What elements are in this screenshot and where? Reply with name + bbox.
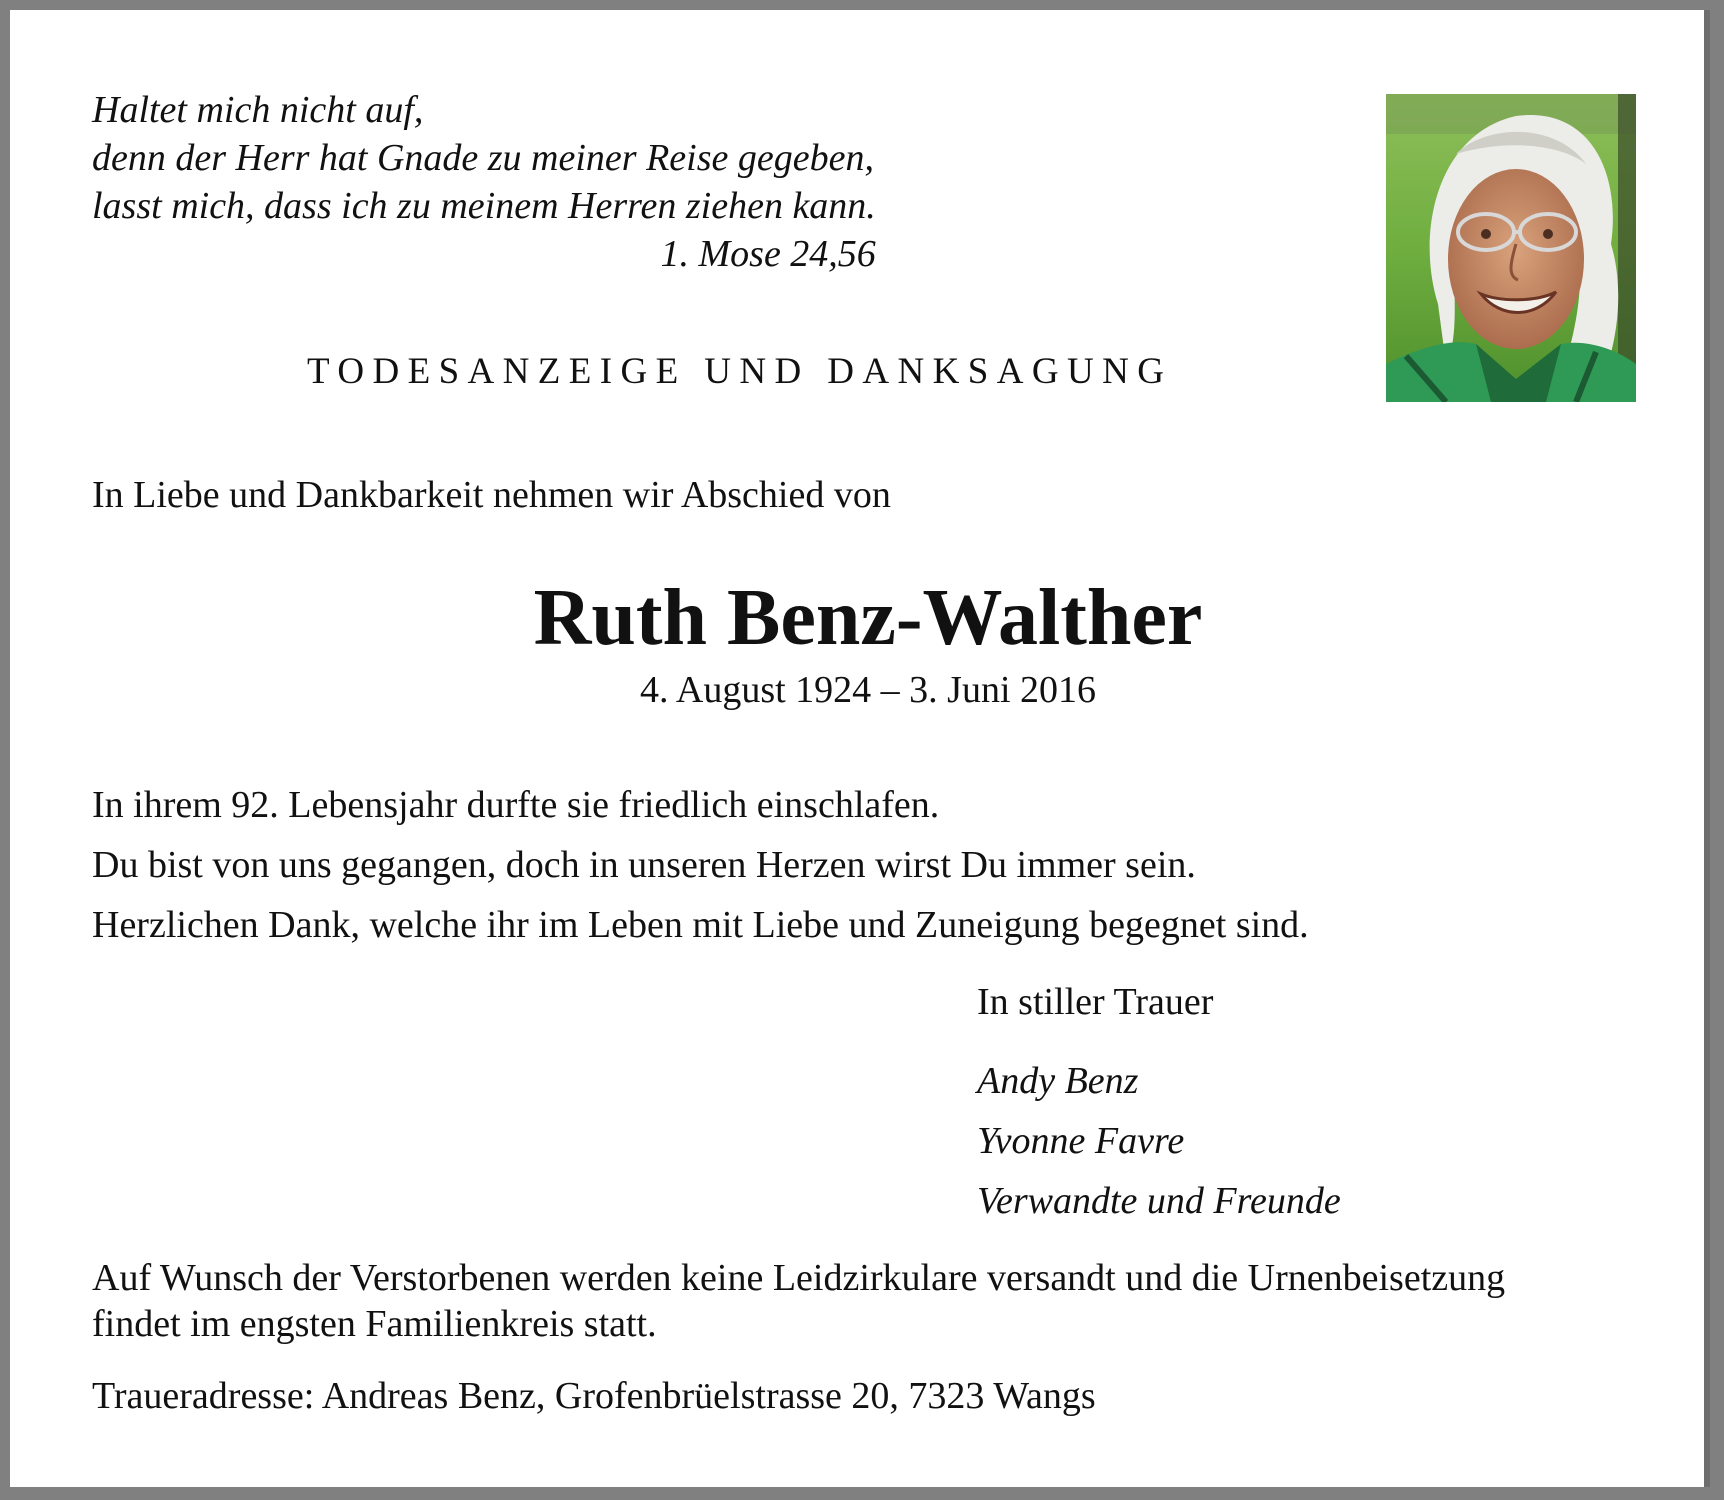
signer-name: Andy Benz <box>977 1060 1139 1102</box>
signer-name: Yvonne Favre <box>977 1120 1185 1162</box>
note-line: findet im engsten Familienkreis statt. <box>92 1303 657 1345</box>
message-line: Du bist von uns gegangen, doch in unseren Herzen wirst Du immer sein. <box>92 844 1196 886</box>
note-line: Auf Wunsch der Verstorbenen werden keine Leidzirkulare versandt und die Urnenbeisetzung <box>92 1257 1506 1299</box>
message-body <box>92 775 1309 955</box>
verse-line: lasst mich, dass ich zu meinem Herren ziehen kann. <box>92 185 876 227</box>
verse-line: denn der Herr hat Gnade zu meiner Reise gegeben, <box>92 137 874 179</box>
signer-name: Verwandte und Freunde <box>977 1180 1341 1222</box>
deceased-name: Ruth Benz-Walther <box>533 574 1203 662</box>
notice-title: TODESANZEIGE UND DANKSAGUNG <box>307 351 1173 392</box>
signers-list <box>977 1051 1341 1231</box>
bible-verse <box>92 86 876 278</box>
verse-reference: 1. Mose 24,56 <box>660 233 876 275</box>
message-line: In ihrem 92. Lebensjahr durfte sie friedlich einschlafen. <box>92 784 940 826</box>
intro-text: In Liebe und Dankbarkeit nehmen wir Abschied von <box>92 474 891 516</box>
mourning-address: Traueradresse: Andreas Benz, Grofenbrüelstrasse 20, 7323 Wangs <box>92 1375 1096 1417</box>
message-line: Herzlichen Dank, welche ihr im Leben mit Liebe und Zuneigung begegnet sind. <box>92 904 1309 946</box>
mourning-label: In stiller Trauer <box>977 981 1214 1023</box>
verse-line: Haltet mich nicht auf, <box>92 89 424 131</box>
portrait-photo <box>1386 94 1636 402</box>
portrait-photo-icon <box>1386 94 1636 402</box>
funeral-note <box>92 1255 1505 1347</box>
obituary-notice <box>10 10 1710 1487</box>
life-dates: 4. August 1924 – 3. Juni 2016 <box>639 669 1097 711</box>
